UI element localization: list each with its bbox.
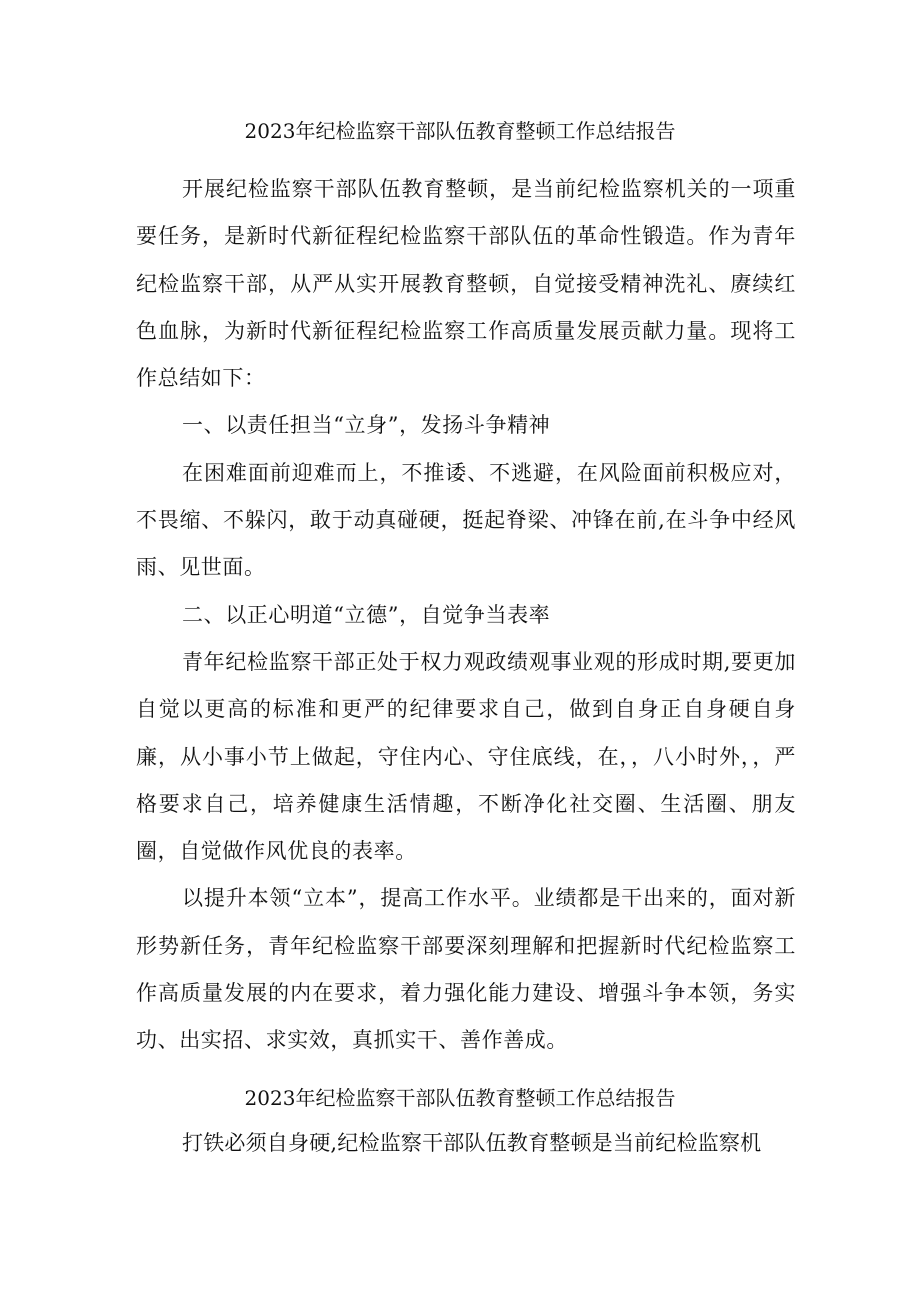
section-2-heading: 二、以正心明道“立德”，自觉争当表率	[182, 602, 551, 627]
intro-paragraph: 开展纪检监察干部队伍教育整顿，是当前纪检监察机关的一项重要任务，是新时代新征程纪检监察干部队伍的革命性锻造。作为青年纪检监察干部，从严从实开展教育整顿，自觉接受精神洗礼、赓续红色血脉，为新时代新征程纪检监察工作高质量发展贡献力量。现将工作总结如下：	[136, 177, 796, 391]
section-3-paragraph: 以提升本领“立本”，提高工作水平。业绩都是干出来的，面对新形势新任务，青年纪检监察干部要深刻理解和把握新时代纪检监察工作高质量发展的内在要求，着力强化能力建设、增强斗争本领，务实功、出实招、求实效，真抓实干、善作善成。	[136, 886, 796, 1053]
section-2-paragraph: 青年纪检监察干部正处于权力观政绩观事业观的形成时期,要更加自觉以更高的标准和更严的纪律要求自己，做到自身正自身硬自身廉，从小事小节上做起，守住内心、守住底线，在，，八小时外，，严格要求自己，培养健康生活情趣，不断净化社交圈、生活圈、朋友圈，自觉做作风优良的表率。	[136, 649, 796, 864]
section-1-paragraph: 在困难面前迎难而上，不推诿、不逃避，在风险面前积极应对，不畏缩、不躲闪，敢于动真碰硬，挺起脊梁、冲锋在前,在斗争中经风雨、见世面。	[136, 460, 796, 580]
section-1-heading: 一、以责任担当“立身”，发扬斗争精神	[182, 413, 551, 438]
second-document-title: 2023年纪检监察干部队伍教育整顿工作总结报告	[244, 1086, 676, 1110]
document-title: 2023年纪检监察干部队伍教育整顿工作总结报告	[244, 119, 676, 143]
document-body	[136, 166, 796, 1065]
second-document-first-paragraph: 打铁必须自身硬,纪检监察干部队伍教育整顿是当前纪检监察机	[182, 1131, 762, 1155]
